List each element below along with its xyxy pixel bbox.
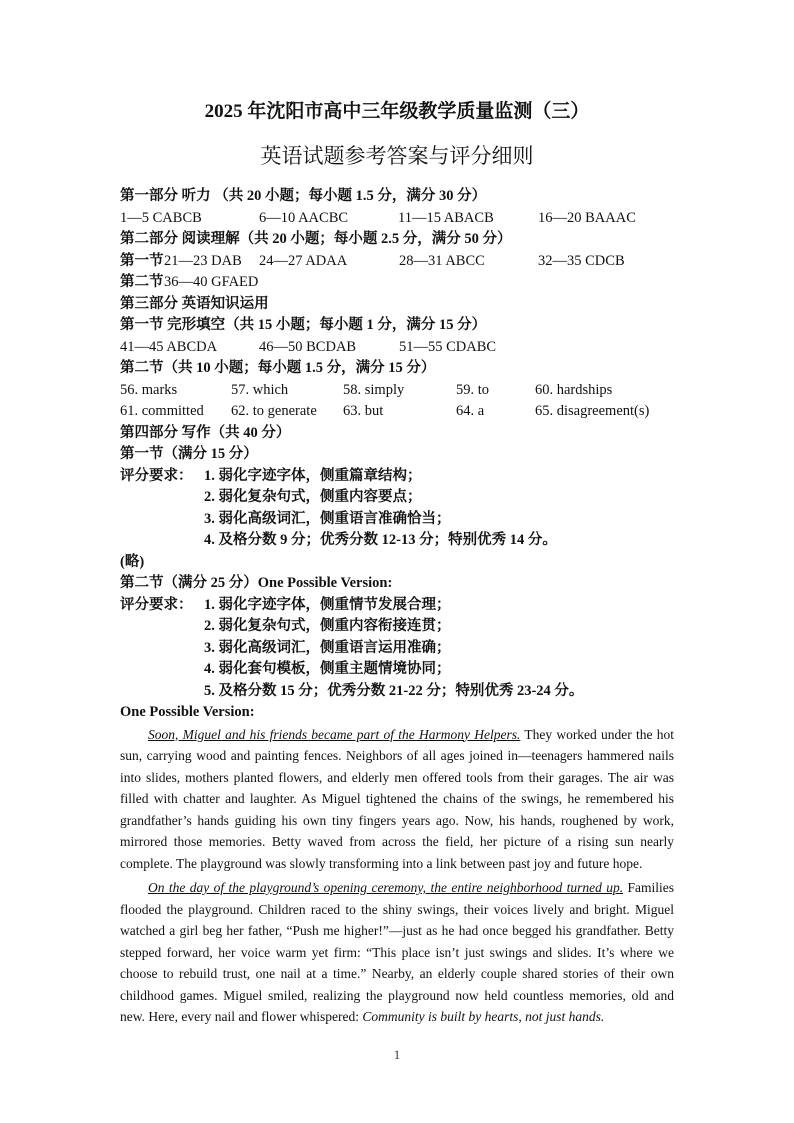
document-title: 2025 年沈阳市高中三年级教学质量监测（三）: [204, 101, 590, 122]
criteria-item: 3. 弱化高级词汇，侧重语言运用准确；: [204, 639, 451, 656]
document-subtitle: 英语试题参考答案与评分细则: [260, 144, 534, 168]
answer-item: 61. committed: [120, 403, 204, 419]
answer-group: 32—35 CDCB: [538, 252, 625, 269]
part4-section2-heading-cn: 第二节（满分 25 分）: [120, 575, 258, 591]
answer-group: 36—40 GFAED: [164, 274, 259, 290]
answer-item: 64. a: [456, 403, 485, 419]
criteria-item: 2. 弱化复杂句式，侧重内容衔接连贯；: [204, 618, 451, 634]
essay-closing-italic: Community is built by hearts, not just hands.: [362, 1009, 605, 1024]
grammar-answers-row1: [120, 380, 674, 402]
answer-group: 51—55 CDABC: [399, 338, 497, 355]
answer-group: 24—27 ADAA: [259, 252, 348, 269]
answer-item: 59. to: [456, 381, 490, 398]
part3-heading: 第三部分 英语知识运用: [120, 295, 269, 312]
essay-body-text: Families flooded the playground. Children raced to the shiny swings, their voices lively and bright. Miguel watched a girl beg her father, “Push me higher!”—just as he had once begged his grandfather. Betty stepped forward, her voice warm yet firm: “This place isn’t just swings and slides. It’s where we choose to rebuild trust, one nail at a time.” Nearby, an elderly couple shared stories of their own childhood games. Miguel smiled, realizing the playground now held countless memories, old and new. Here, every nail and flower whispered:: [120, 880, 674, 1024]
essay-body-text: They worked under the hot sun, carrying wood and painting fences. Neighbors of all ages joined in—teenagers hammered nails into slides, mothers planted flowers, and elderly men offered tools from their garages. The air was filled with chatter and laughter. As Miguel tightened the chains of the swings, he remembered his grandfather’s hands guiding his own tiny fingers years ago. Now, his hands, roughened by work, mirrored those memories. Betty waved from across the field, her picture of a rising sun nearly complete. The playground was slowly transforming into a link between past joy and future hope.: [120, 726, 674, 871]
answer-item: 57. which: [231, 381, 289, 398]
part3-section2-heading: 第二节（共 10 小题；每小题 1.5 分，满分 15 分）: [120, 360, 436, 376]
answer-item: 62. to generate: [231, 403, 317, 419]
answer-item: 65. disagreement(s): [535, 403, 650, 419]
criteria-item: 1. 弱化字迹字体，侧重篇章结构；: [204, 467, 422, 484]
part4-section2-heading: [120, 573, 674, 595]
criteria-items: [204, 466, 674, 552]
part4-section2-heading-en: One Possible Version:: [257, 575, 393, 591]
part3-section1-answers-row: [120, 337, 674, 359]
part4-heading: 第四部分 写作（共 40 分）: [120, 424, 291, 441]
answer-group: 28—31 ABCC: [399, 252, 485, 269]
part3-section1-heading: 第一节 完形填空（共 15 小题；每小题 1 分，满分 15 分）: [120, 317, 487, 333]
page-number: 1: [393, 1047, 401, 1062]
answer-group: 11—15 ABACB: [398, 209, 494, 226]
answer-item: 56. marks: [120, 381, 178, 398]
answer-group: 16—20 BAAAC: [538, 209, 636, 226]
section-label: 第一节: [120, 252, 164, 269]
answer-item: 63. but: [343, 403, 384, 419]
part4-section1-criteria: [120, 466, 674, 552]
criteria-items: [204, 595, 674, 703]
criteria-item: 5. 及格分数 15 分；优秀分数 21-22 分；特别优秀 23-24 分。: [204, 682, 584, 699]
part1-heading: 第一部分 听力 （共 20 小题；每小题 1.5 分，满分 30 分）: [120, 188, 487, 204]
answer-group: 21—23 DAB: [164, 252, 242, 269]
answer-group: 41—45 ABCDA: [120, 338, 218, 355]
criteria-item: 3. 弱化高级词汇，侧重语言准确恰当；: [204, 510, 451, 527]
essay-version-label: One Possible Version:: [120, 704, 255, 720]
essay: [120, 724, 674, 1028]
section-label: 第二节: [120, 274, 164, 290]
criteria-label: 评分要求：: [120, 596, 193, 613]
criteria-item: 4. 及格分数 9 分；优秀分数 12-13 分；特别优秀 14 分。: [204, 532, 557, 548]
part2-section2-row: [120, 272, 674, 294]
grammar-answers-row2: [120, 401, 674, 423]
criteria-item: 4. 弱化套句模板，侧重主题情境协同；: [204, 661, 451, 677]
essay-paragraph-2: [120, 877, 674, 1028]
criteria-label: 评分要求：: [120, 467, 193, 484]
part1-answers-row: [120, 208, 674, 230]
answer-group: 6—10 AACBC: [259, 209, 349, 226]
answer-item: 60. hardships: [535, 381, 613, 398]
essay-lead-sentence: On the day of the playground’s opening ceremony, the entire neighborhood turned up.: [148, 880, 624, 895]
answer-item: 58. simply: [343, 381, 405, 398]
criteria-item: 1. 弱化字迹字体，侧重情节发展合理；: [204, 596, 451, 613]
omitted-note: (略): [120, 553, 145, 570]
part2-heading: 第二部分 阅读理解（共 20 小题；每小题 2.5 分，满分 50 分）: [120, 231, 512, 247]
answer-group: 1—5 CABCB: [120, 209, 202, 226]
part2-section1-row: [120, 251, 674, 273]
part4-section1-heading: 第一节（满分 15 分）: [120, 446, 258, 462]
page-content: [120, 100, 674, 1063]
essay-paragraph-1: [120, 724, 674, 875]
answer-group: 46—50 BCDAB: [259, 338, 357, 355]
part4-section2-criteria: [120, 595, 674, 703]
essay-lead-sentence: Soon, Miguel and his friends became part of the Harmony Helpers.: [148, 726, 521, 742]
criteria-item: 2. 弱化复杂句式，侧重内容要点；: [204, 489, 422, 505]
